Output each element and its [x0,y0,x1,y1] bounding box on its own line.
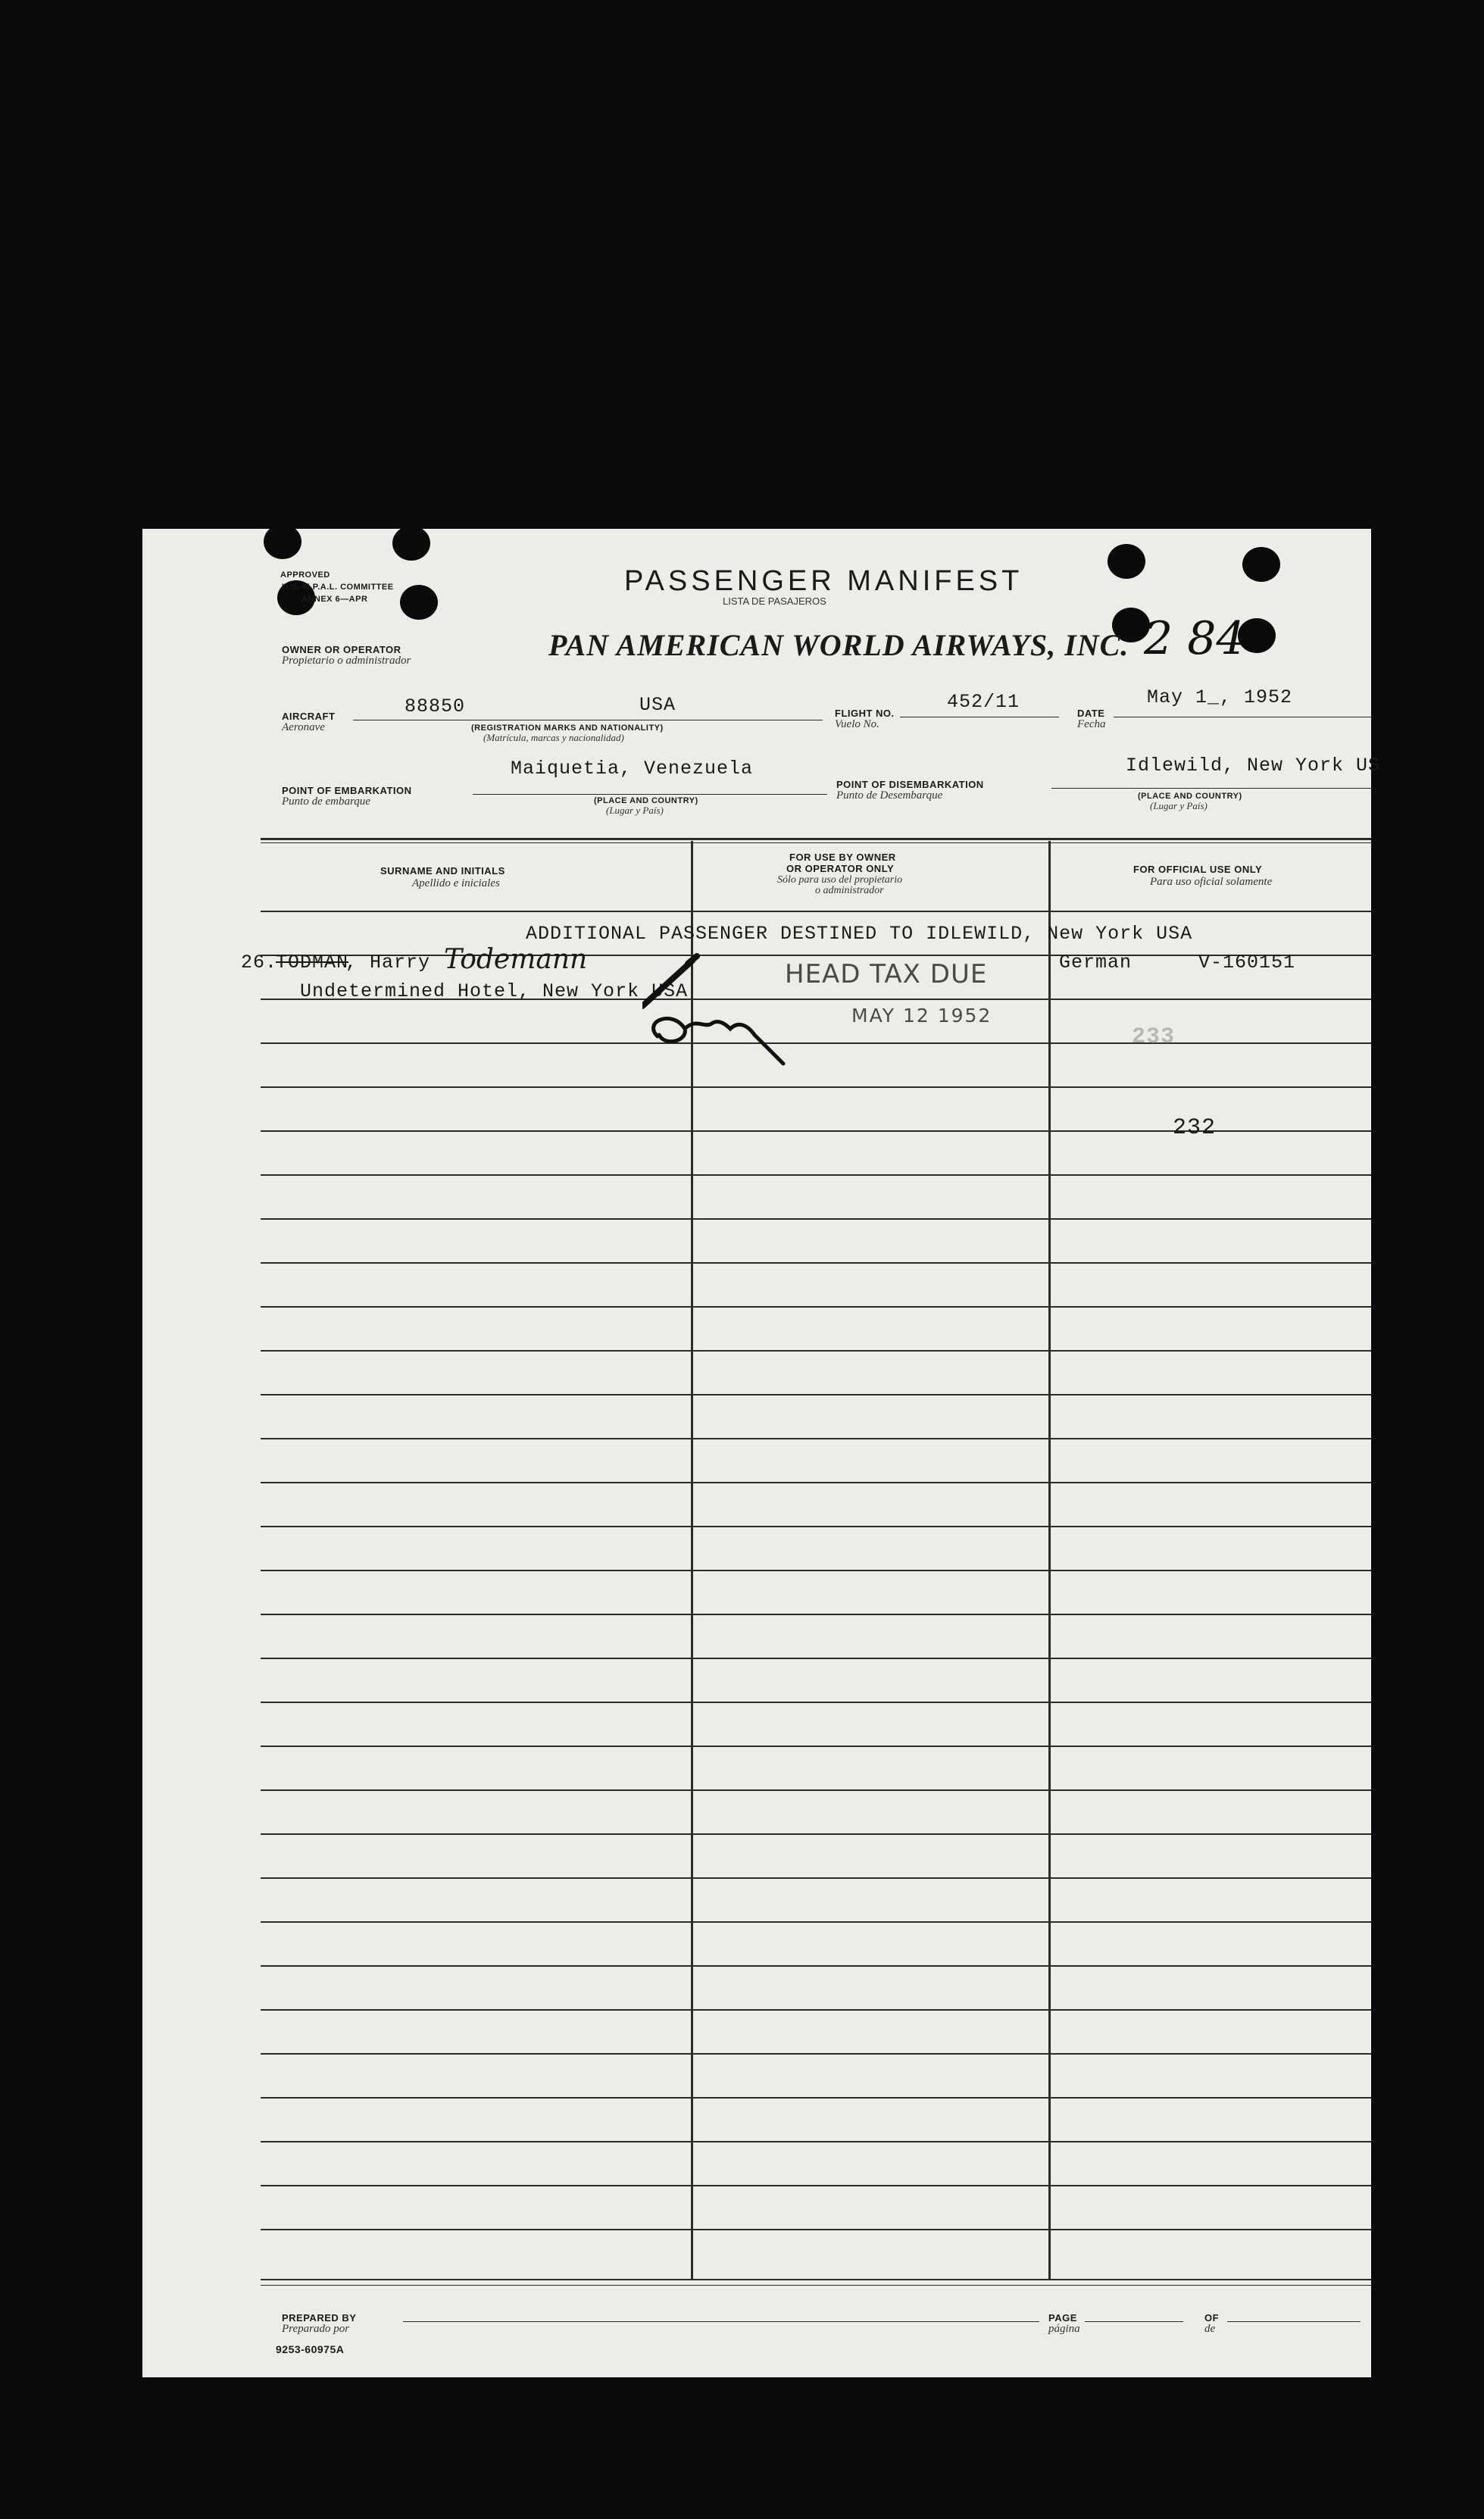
row-rule [261,2141,1371,2142]
additional-passenger-note: ADDITIONAL PASSENGER DESTINED TO IDLEWILD, New York USA [526,923,1193,945]
flight-date: May 1_, 1952 [1147,686,1293,708]
manifest-sheet [142,529,1381,2377]
row-rule [261,1042,1371,1044]
row-rule [261,2053,1371,2055]
surname-correction: Todemann [444,944,588,975]
column-header-owner: FOR USE BY OWNER [789,852,896,863]
surname-struck: TODMAN [276,952,349,974]
faded-number: 233 [1132,1024,1176,1050]
owner-label: OWNER OR OPERATOR [282,644,401,655]
row-rule [261,2009,1371,2011]
row-rule [261,1570,1371,1571]
embarkation-label: POINT OF EMBARKATION [282,785,412,796]
registration-caption-es: (Matrícula, marcas y nacionalidad) [483,732,624,743]
punch-hole [400,585,438,620]
inspector-signature [642,945,794,1074]
passenger-nationality: German [1059,952,1133,974]
embarkation-caption: (PLACE AND COUNTRY) [594,796,698,805]
flight-label: FLIGHT NO. [835,708,895,719]
punch-hole [1108,544,1145,579]
punch-hole [392,526,430,561]
handwritten-number: 2 84 [1144,612,1245,665]
column-header-surname: SURNAME AND INITIALS [380,865,505,877]
row-rule [261,1658,1371,1659]
page-label-es: página [1048,2323,1080,2335]
date-label-es: Fecha [1077,718,1106,730]
row-rule [261,1745,1371,1747]
passenger-address: Undetermined Hotel, New York USA [300,980,689,1002]
approval-line: U.S.-M P.A.L. COMMITTEE [282,583,394,592]
row-rule [261,1833,1371,1835]
aircraft-label-es: Aeronave [282,721,325,733]
aircraft-nationality: USA [639,694,676,716]
of-line [1227,2321,1361,2322]
row-rule [261,1877,1371,1879]
table-top-rule [261,838,1371,840]
row-rule [261,1526,1371,1527]
row-rule [261,1965,1371,1967]
official-number: 232 [1173,1115,1217,1141]
owner-label-es: Propietario o administrador [282,655,411,667]
row-rule [261,1086,1371,1088]
column-header-official-es: Para uso oficial solamente [1150,876,1273,888]
table-bottom-rule [261,2285,1371,2286]
disembarkation-caption-es: (Lugar y País) [1150,800,1208,811]
entry-number: 26. [241,952,278,974]
row-rule [261,2229,1371,2230]
page-label: PAGE [1048,2312,1077,2324]
flight-label-es: Vuelo No. [835,718,879,730]
embarkation-label-es: Punto de embarque [282,795,370,808]
document-number: V-160151 [1198,952,1296,974]
row-rule [261,1174,1371,1176]
head-tax-stamp: HEAD TAX DUE [785,959,988,989]
row-rule [261,911,1371,912]
page-line [1085,2321,1183,2322]
row-rule [261,2097,1371,2099]
punch-hole [1242,547,1280,582]
given-name: , Harry [345,952,431,974]
date-stamp: MAY 12 1952 [851,1005,992,1027]
aircraft-label: AIRCRAFT [282,711,336,722]
column-header-surname-es: Apellido e iniciales [412,877,500,889]
disembarkation-underline [1051,788,1371,789]
column-header-owner-es: o administrador [815,885,884,896]
row-rule [261,1438,1371,1439]
disembarkation-place: Idlewild, New York US [1126,755,1381,777]
page-title: PASSENGER MANIFEST [624,565,1023,597]
row-rule [261,1218,1371,1220]
page-title-es: LISTA DE PASAJEROS [723,595,826,607]
approval-line: APPROVED [280,570,330,580]
disembarkation-label-es: Punto de Desembarque [836,789,943,802]
row-rule [261,1350,1371,1352]
column-divider [1048,841,1051,2279]
row-rule [261,1262,1371,1264]
registration-caption: (REGISTRATION MARKS AND NATIONALITY) [471,724,664,733]
embarkation-place: Maiquetia, Venezuela [511,758,754,780]
row-rule [261,1482,1371,1483]
column-header-official: FOR OFFICIAL USE ONLY [1133,864,1263,875]
form-number: 9253-60975A [276,2343,345,2355]
row-rule [261,1789,1371,1791]
table-top-rule [261,842,1371,843]
row-rule [261,1306,1371,1308]
date-label: DATE [1077,708,1105,719]
table-bottom-rule [261,2279,1371,2280]
company-name: PAN AMERICAN WORLD AIRWAYS, INC. [548,628,1129,662]
punch-hole [264,524,301,559]
disembarkation-caption: (PLACE AND COUNTRY) [1138,792,1242,801]
aircraft-registration: 88850 [405,695,466,717]
prepared-by-label: PREPARED BY [282,2312,357,2324]
row-rule [261,2185,1371,2186]
column-header-owner-es: Sólo para uso del propietario [777,874,903,886]
embarkation-caption-es: (Lugar y País) [606,805,664,816]
disembarkation-label: POINT OF DISEMBARKATION [836,779,984,790]
column-header-owner: OR OPERATOR ONLY [786,863,895,874]
embarkation-underline [473,794,827,795]
approval-line: ANNEX 6—APR [301,595,368,604]
prepared-by-label-es: Preparado por [282,2323,350,2335]
of-label: OF [1204,2312,1220,2324]
flight-number: 452/11 [947,691,1020,713]
of-label-es: de [1204,2323,1216,2335]
row-rule [261,1614,1371,1615]
row-rule [261,1394,1371,1395]
row-rule [261,1702,1371,1703]
prepared-by-line [403,2321,1039,2322]
row-rule [261,1921,1371,1923]
